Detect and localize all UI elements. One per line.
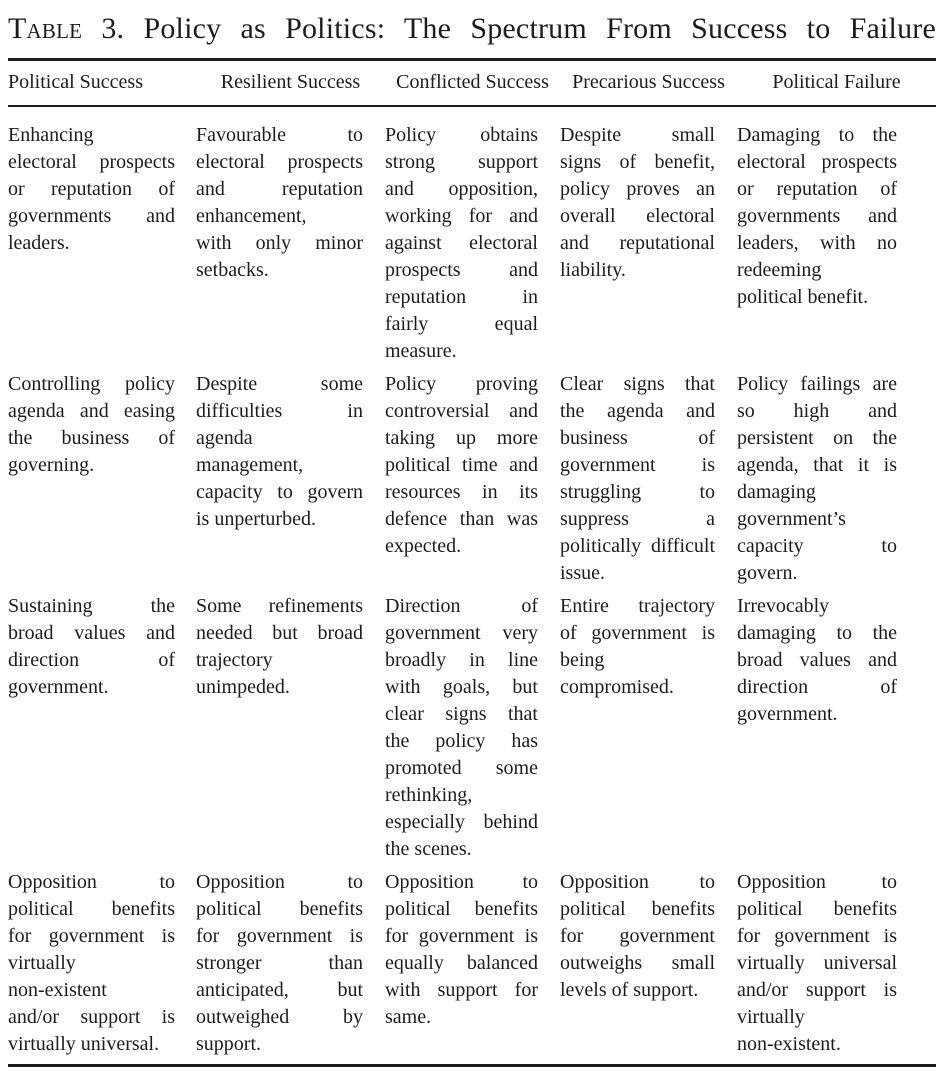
table-title: [8, 12, 936, 46]
col-header-precarious-success: Precarious Success: [560, 60, 737, 107]
table-cell: Opposition to political benefits for government is virtually non-existent and/or support is virtually universal.: [8, 871, 175, 1055]
table-caption: Policy as Politics: The Spectrum From Success to Failure: [143, 12, 936, 45]
table-cell: Clear signs that the agenda and business of government is struggling to suppress a politically difficult issue.: [560, 373, 715, 584]
table-cell: Damaging to the electoral prospects or reputation of governments and leaders, with no redeeming political benefit.: [737, 124, 897, 308]
table-cell: Despite some difficulties in agenda management, capacity to govern is unperturbed.: [196, 373, 363, 530]
col-header-resilient-success: Resilient Success: [196, 60, 385, 107]
table-header-row: [8, 60, 936, 107]
table-cell: Despite small signs of benefit, policy proves an overall electoral and reputational liability.: [560, 124, 715, 281]
col-header-political-failure: Political Failure: [737, 60, 936, 107]
table-cell: Opposition to political benefits for government is equally balanced with support for same.: [385, 871, 538, 1028]
table-cell: Controlling policy agenda and easing the business of governing.: [8, 373, 175, 476]
policy-spectrum-table: [8, 58, 936, 1067]
table-row-opposition-support: [8, 863, 936, 1066]
table-cell: Opposition to political benefits for government is virtually universal and/or support is virtually non-existent.: [737, 871, 897, 1055]
table-cell: Policy proving controversial and taking up more political time and resources in its defence than was expected.: [385, 373, 538, 557]
table-number-label: Table 3.: [8, 12, 125, 45]
col-header-political-success: Political Success: [8, 60, 196, 107]
table-row-electoral-prospects: [8, 106, 936, 365]
table-row-values-direction: [8, 587, 936, 863]
table-cell: Favourable to electoral prospects and reputation enhancement, with only minor setbacks.: [196, 124, 363, 281]
table-cell: Irrevocably damaging to the broad values and direction of government.: [737, 595, 897, 725]
table-cell: Enhancing electoral prospects or reputation of governments and leaders.: [8, 124, 175, 254]
table-cell: Policy obtains strong support and opposition, working for and against electoral prospects and reputation in fairly equal measure.: [385, 124, 538, 362]
table-cell: Opposition to political benefits for government outweighs small levels of support.: [560, 871, 715, 1001]
table-cell: Sustaining the broad values and direction of government.: [8, 595, 175, 698]
table-row-policy-agenda: [8, 365, 936, 587]
table-cell: Opposition to political benefits for government is stronger than anticipated, but outweighed by support.: [196, 871, 363, 1055]
table-cell: Policy failings are so high and persistent on the agenda, that it is damaging government’s capacity to govern.: [737, 373, 897, 584]
col-header-conflicted-success: Conflicted Success: [385, 60, 560, 107]
table-cell: Entire trajectory of government is being compromised.: [560, 595, 715, 698]
table-cell: Some refinements needed but broad trajectory unimpeded.: [196, 595, 363, 698]
table-cell: Direction of government very broadly in line with goals, but clear signs that the policy has promoted some rethinking, especially behind the scenes.: [385, 595, 538, 860]
